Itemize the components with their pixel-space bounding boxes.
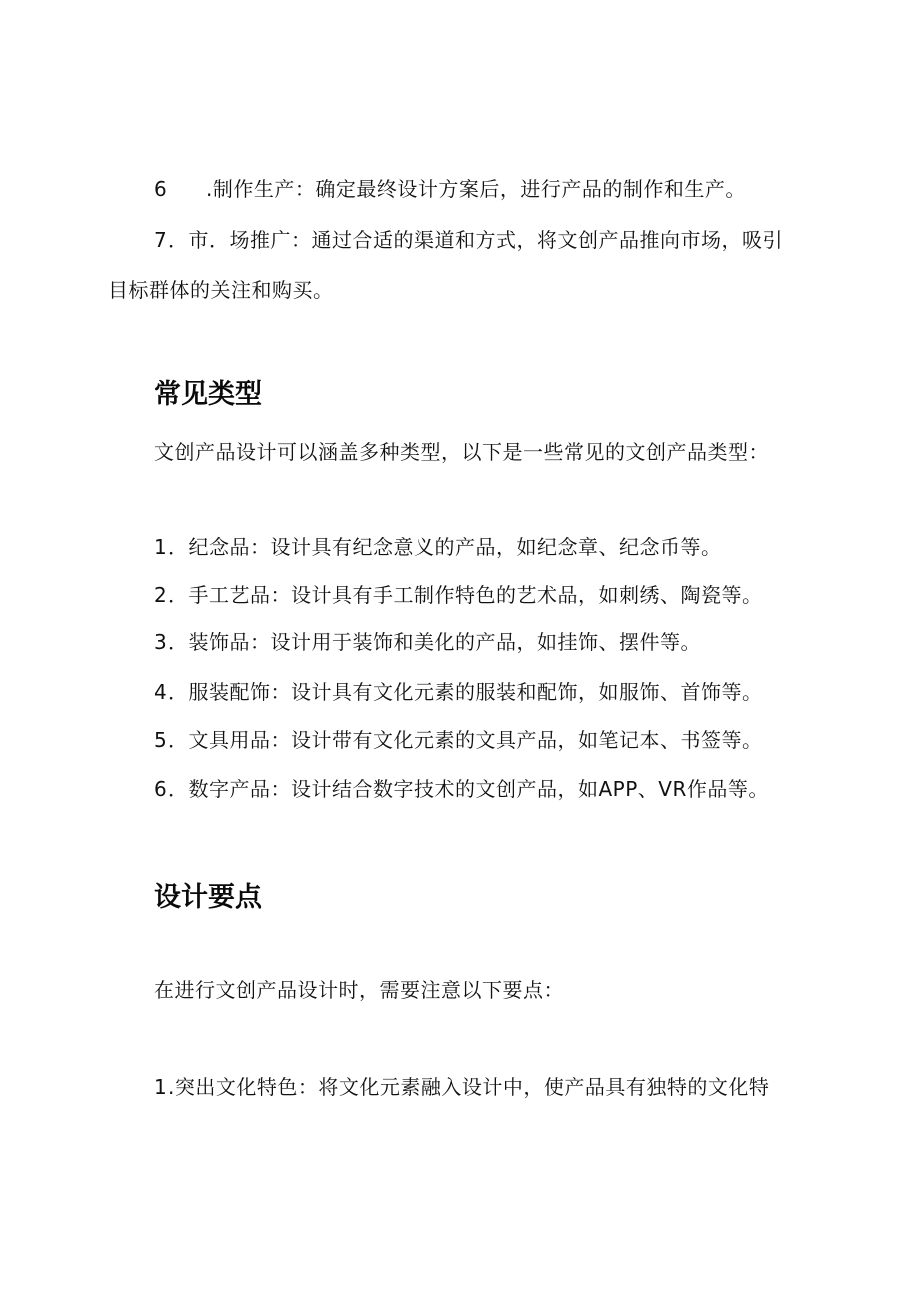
process-step-7 — [154, 226, 783, 254]
list-number: 6 — [154, 177, 168, 201]
list-item-text: ．手工艺品：设计具有手工制作特色的艺术品，如刺绣、陶瓷等。 — [168, 583, 763, 607]
process-step-7-continuation — [108, 276, 334, 304]
type-item-6 — [154, 775, 769, 803]
design-points-intro: 在进行文创产品设计时，需要注意以下要点： — [154, 978, 564, 1002]
list-item-text: ．服装配饰：设计具有文化元素的服装和配饰，如服饰、首饰等。 — [168, 680, 763, 704]
list-item-text: ．文具用品：设计带有文化元素的文具产品，如笔记本、书签等。 — [168, 728, 763, 752]
section-heading-design-points: 设计要点 — [154, 882, 262, 913]
type-item-4 — [154, 678, 763, 706]
section-heading-types: 常见类型 — [154, 379, 262, 410]
process-step-6 — [154, 175, 746, 203]
list-item-text-continuation: 目标群体的关注和购买。 — [108, 278, 334, 302]
list-number: 2 — [154, 583, 168, 607]
list-number: 4 — [154, 680, 168, 704]
type-item-3 — [154, 628, 701, 656]
list-item-text: .突出文化特色：将文化元素融入设计中，使产品具有独特的文化特 — [168, 1075, 770, 1099]
list-item-text: ．数字产品：设计结合数字技术的文创产品，如APP、VR作品等。 — [168, 777, 769, 801]
type-item-1 — [154, 533, 722, 561]
list-item-text: ．市．场推广：通过合适的渠道和方式，将文创产品推向市场，吸引 — [168, 228, 783, 252]
list-number: 5 — [154, 728, 168, 752]
types-intro: 文创产品设计可以涵盖多种类型，以下是一些常见的文创产品类型： — [154, 440, 769, 464]
list-item-text: .制作生产：确定最终设计方案后，进行产品的制作和生产。 — [206, 177, 746, 201]
design-point-item-1 — [154, 1073, 769, 1101]
list-number: 6 — [154, 777, 168, 801]
list-number: 1 — [154, 535, 168, 559]
list-item-text: ．装饰品：设计用于装饰和美化的产品，如挂饰、摆件等。 — [168, 630, 701, 654]
list-number: 3 — [154, 630, 168, 654]
list-item-text: ．纪念品：设计具有纪念意义的产品，如纪念章、纪念币等。 — [168, 535, 722, 559]
type-item-5 — [154, 726, 763, 754]
list-number: 7 — [154, 228, 168, 252]
list-number: 1 — [154, 1075, 168, 1099]
type-item-2 — [154, 581, 763, 609]
